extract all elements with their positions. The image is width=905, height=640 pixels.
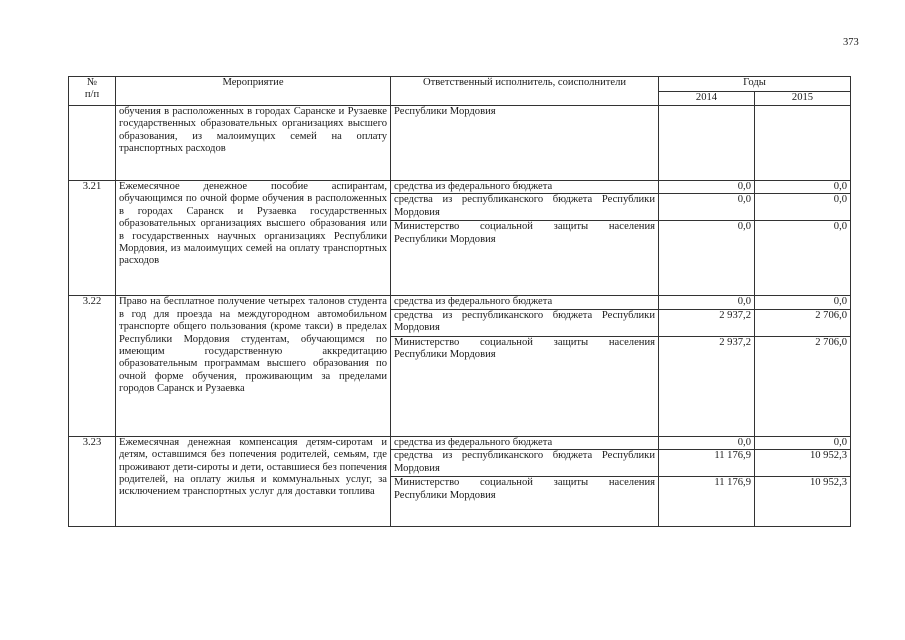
- row-responsible: Республики Мордовия: [391, 106, 659, 181]
- header-year-2015: 2015: [755, 92, 851, 106]
- source-name: средства из федерального бюджета: [391, 296, 659, 309]
- source-name: средства из республиканского бюджета Республики Мордовия: [391, 194, 659, 221]
- table-row: [69, 296, 851, 309]
- table-row: [69, 181, 851, 194]
- source-value-2014: 0,0: [659, 194, 755, 221]
- header-event: Мероприятие: [116, 77, 391, 106]
- table-row: [69, 106, 851, 181]
- source-value-2014: 0,0: [659, 221, 755, 296]
- table-row: [69, 436, 851, 449]
- source-value-2015: 2 706,0: [755, 309, 851, 336]
- source-value-2014: 0,0: [659, 436, 755, 449]
- row-value-2014: [659, 106, 755, 181]
- row-num: 3.23: [69, 436, 116, 526]
- header-year-2014: 2014: [659, 92, 755, 106]
- row-description: Ежемесячная денежная компенсация детям-сиротам и детям, оставшимся без попечения родителей, семьям, где проживают дети-сироты и дети, оставшиеся без попечения родителей, на оплату жилья и коммунальных услуг, за исключением транспортных услуг для доставки топлива: [116, 436, 391, 526]
- header-responsible: Ответственный исполнитель, соисполнители: [391, 77, 659, 106]
- source-value-2014: 2 937,2: [659, 336, 755, 436]
- source-value-2014: 11 176,9: [659, 450, 755, 477]
- source-value-2014: 0,0: [659, 181, 755, 194]
- row-description: Ежемесячное денежное пособие аспирантам, обучающимся по очной форме обучения в расположенных в городах Саранск и Рузаевка государственных образовательных организациях высшего образования или в государственных научных организациях Республики Мордовия, из малоимущих семей на оплату транспортных расходов: [116, 181, 391, 296]
- source-name: средства из федерального бюджета: [391, 181, 659, 194]
- row-num: 3.21: [69, 181, 116, 296]
- header-num: [69, 77, 116, 106]
- source-value-2014: 0,0: [659, 296, 755, 309]
- source-name: Министерство социальной защиты населения Республики Мордовия: [391, 336, 659, 436]
- source-value-2015: 10 952,3: [755, 450, 851, 477]
- row-num: 3.22: [69, 296, 116, 436]
- source-value-2014: 11 176,9: [659, 477, 755, 527]
- source-value-2015: 0,0: [755, 221, 851, 296]
- source-name: Министерство социальной защиты населения Республики Мордовия: [391, 221, 659, 296]
- source-value-2015: 0,0: [755, 181, 851, 194]
- row-value-2015: [755, 106, 851, 181]
- page-number: 373: [843, 37, 859, 48]
- row-num-cell: [69, 106, 116, 181]
- header-years: Годы: [659, 77, 851, 92]
- row-description: обучения в расположенных в городах Саранске и Рузаевке государственных образовательных организациях высшего образования, из малоимущих семей на оплату транспортных расходов: [116, 106, 391, 181]
- source-name: Министерство социальной защиты населения Республики Мордовия: [391, 477, 659, 527]
- header-num-sub: п/п: [84, 89, 100, 101]
- source-value-2015: 0,0: [755, 296, 851, 309]
- source-value-2015: 0,0: [755, 436, 851, 449]
- programme-table: [68, 76, 851, 527]
- source-name: средства из республиканского бюджета Республики Мордовия: [391, 309, 659, 336]
- header-num-label: №: [86, 77, 98, 88]
- source-value-2015: 2 706,0: [755, 336, 851, 436]
- source-name: средства из республиканского бюджета Республики Мордовия: [391, 450, 659, 477]
- source-value-2015: 0,0: [755, 194, 851, 221]
- source-name: средства из федерального бюджета: [391, 436, 659, 449]
- source-value-2014: 2 937,2: [659, 309, 755, 336]
- source-value-2015: 10 952,3: [755, 477, 851, 527]
- row-description: Право на бесплатное получение четырех талонов студента в год для проезда на междугородном автомобильном транспорте общего пользования (кроме такси) в пределах Республики Мордовия студентам, обучающимся по имеющим государственную аккредитацию образовательным программам высшего образования по очной форме обучения, проживающим за пределами городов Саранск и Рузаевка: [116, 296, 391, 436]
